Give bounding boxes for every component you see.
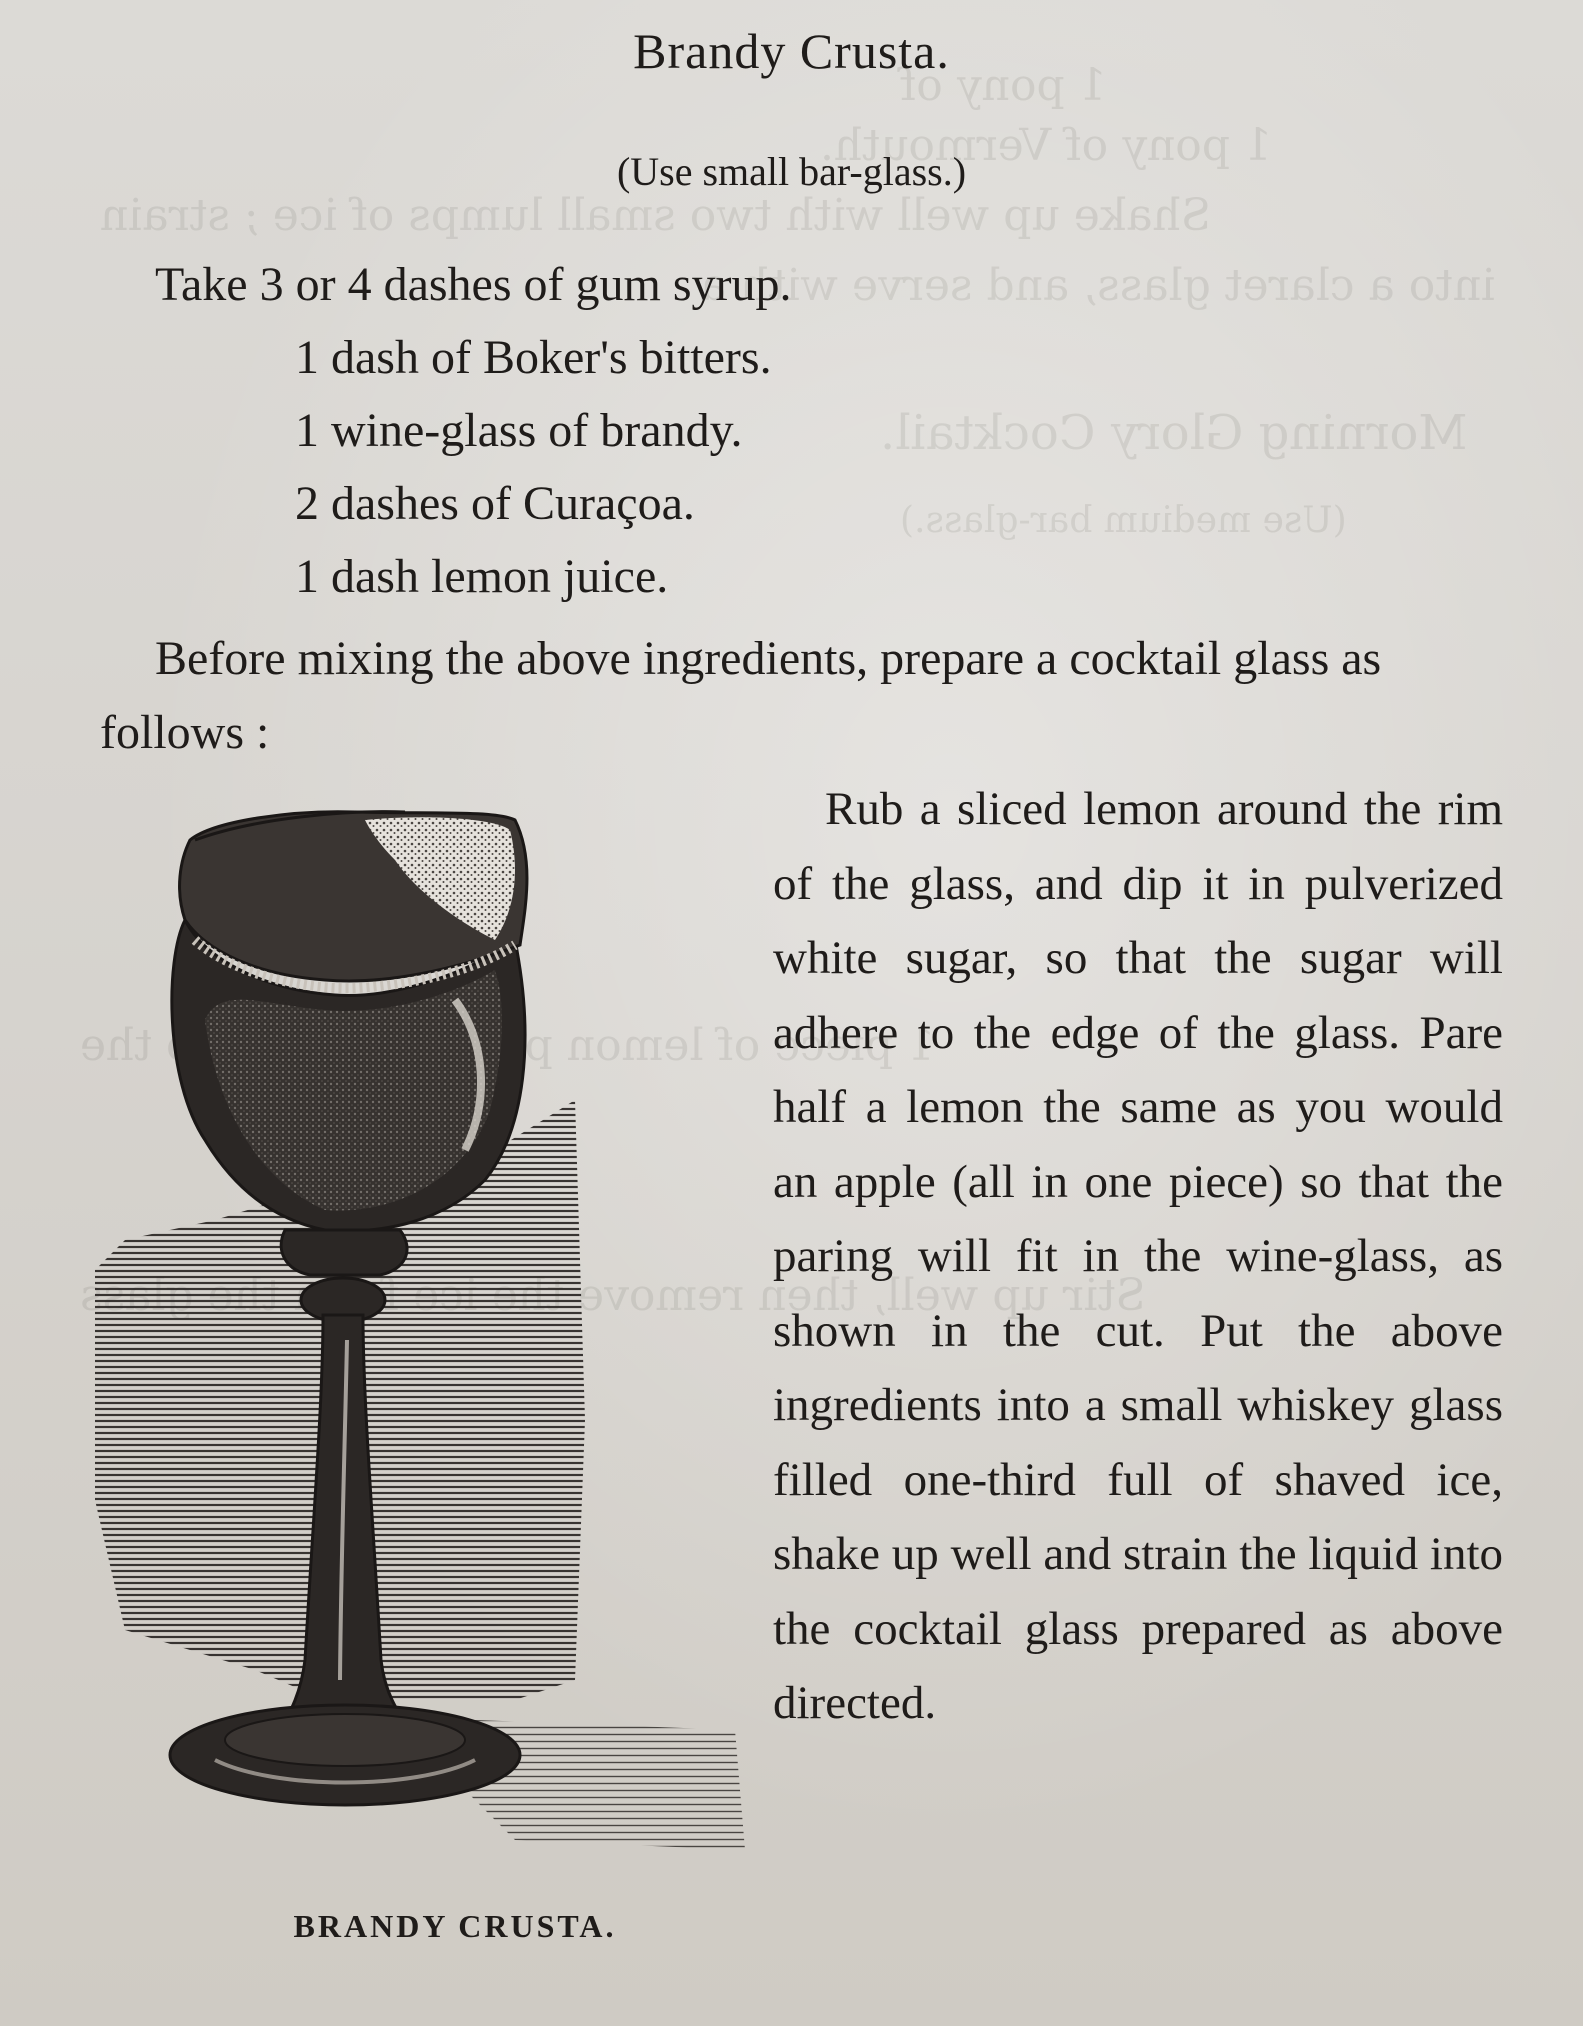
ingredient-line: 1 wine-glass of brandy. bbox=[295, 404, 743, 457]
bleed-through-text: Morning Glory Cocktail. bbox=[880, 405, 1468, 461]
illustration-caption: BRANDY CRUSTA. bbox=[293, 1908, 617, 1944]
ingredient-line: 2 dashes of Curaçoa. bbox=[295, 477, 695, 530]
instructions-paragraph: Rub a sliced lemon around the rim of the glass, and dip it in pulverized white sugar, so that the sugar will adhere to the edge of the glass. Pare half a lemon the same as you would an apple (all in one piece) so that the paring will fit in the wine-glass, as shown in the cut. Put the above ingredients into a small whiskey glass filled one-third full of shaved ice, shake up well and strain the liquid into the cocktail glass prepared as above directed. bbox=[773, 783, 1503, 1729]
ingredient-line: Take 3 or 4 dashes of gum syrup. bbox=[155, 258, 792, 311]
bleed-through-text: 1 piece of lemon the bbox=[80, 1020, 936, 1071]
recipe-title: Brandy Crusta. bbox=[633, 23, 950, 79]
bleed-through-text: 1 pony of bbox=[900, 60, 1107, 111]
ingredient-list bbox=[155, 248, 792, 613]
glass-foot-top bbox=[225, 1714, 465, 1766]
brandy-crusta-glass-illustration bbox=[95, 800, 775, 1880]
recipe-subtitle: (Use small bar-glass.) bbox=[616, 149, 967, 194]
bleed-through-text: Stir up well, then remove the ice from the glass bbox=[80, 1270, 1146, 1321]
glass-knob bbox=[281, 1230, 407, 1275]
bleed-through-text: into a claret glass, and serve with a bbox=[700, 260, 1496, 311]
bleed-through-text: 1 pony of Vermouth. bbox=[820, 120, 1272, 171]
intro-paragraph: Before mixing the above ingredients, prepare a cocktail glass as follows : bbox=[100, 632, 1382, 759]
bleed-through-text: Shake up well with two small lumps of ice ; strain bbox=[100, 190, 1212, 241]
bleed-through-text: (Use medium bar-glass.) bbox=[900, 500, 1347, 541]
ingredient-line: 1 dash lemon juice. bbox=[295, 550, 669, 603]
ingredient-line: 1 dash of Boker's bitters. bbox=[295, 331, 772, 384]
